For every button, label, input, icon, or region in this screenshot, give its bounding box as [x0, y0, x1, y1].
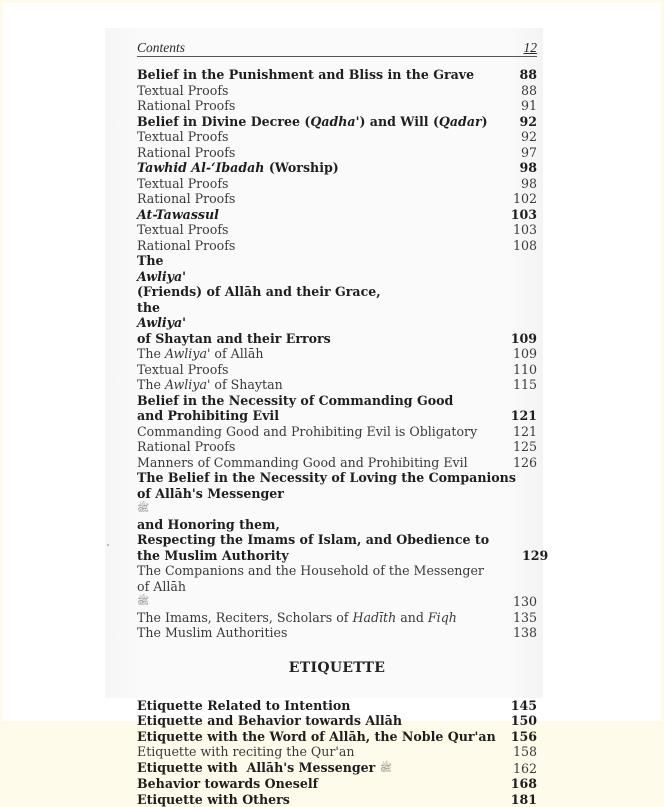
toc-entry-companions-heading[interactable] — [137, 470, 537, 563]
etiquette-entry[interactable] — [137, 760, 537, 777]
text-segment: and — [396, 610, 428, 625]
text-segment: Rational Proofs — [137, 238, 235, 253]
text-segment: The — [137, 377, 165, 392]
text-segment: Belief in Divine Decree ( — [137, 114, 310, 129]
toc-entry-title — [137, 470, 522, 563]
toc-entry-title — [137, 729, 505, 745]
toc-entry-title — [137, 776, 505, 792]
text-segment: of Allāh — [210, 346, 263, 361]
toc-entry-heading[interactable] — [137, 207, 537, 223]
toc-page-number: 156 — [505, 729, 537, 745]
toc-page-number: 129 — [522, 548, 548, 564]
toc-entry[interactable] — [137, 191, 537, 207]
text-segment: Etiquette and Behavior towards Allāh — [137, 713, 402, 728]
etiquette-entry[interactable] — [137, 744, 537, 760]
toc-page-number: 109 — [505, 331, 537, 347]
toc-entry[interactable] — [137, 439, 537, 455]
toc-page-number: 162 — [505, 761, 537, 777]
toc-entry[interactable] — [137, 83, 537, 99]
toc-page-number: 88 — [505, 67, 537, 83]
section-title-etiquette: ETIQUETTE — [137, 660, 537, 676]
toc-entry-title — [137, 145, 505, 161]
text-segment: Etiquette with reciting the Qur'an — [137, 744, 354, 759]
toc-line: The Companions and the Household of the Messenger — [137, 563, 499, 579]
toc-entry-title — [137, 393, 505, 424]
toc-entry-title — [137, 238, 505, 254]
text-segment: ) — [482, 114, 488, 129]
toc-entry-heading[interactable] — [137, 67, 537, 83]
toc-entry[interactable] — [137, 129, 537, 145]
toc-page-number: 98 — [505, 176, 537, 192]
salutation-seal-icon: ﷺ — [137, 594, 499, 610]
etiquette-entry[interactable] — [137, 776, 537, 792]
toc-line: The Belief in the Necessity of Loving the Companions — [137, 470, 516, 486]
italic-term: Awliya' — [137, 315, 186, 330]
toc-page-number: 91 — [505, 98, 537, 114]
toc-list — [137, 67, 537, 807]
toc-page-number: 168 — [505, 776, 537, 792]
text-segment: The — [137, 253, 499, 269]
toc-page-number: 109 — [505, 346, 537, 362]
toc-line — [137, 300, 499, 347]
toc-entry-title — [137, 713, 505, 729]
toc-entry-title — [137, 346, 505, 362]
text-segment: the — [137, 300, 499, 316]
toc-page-number: 150 — [505, 713, 537, 729]
toc-page-number: 130 — [505, 594, 537, 610]
toc-page-number: 145 — [505, 698, 537, 714]
toc-entry[interactable] — [137, 424, 537, 440]
toc-entry-title — [137, 760, 505, 777]
etiquette-entry[interactable] — [137, 729, 537, 745]
text-segment: Etiquette Related to Intention — [137, 698, 350, 713]
italic-term: Awliya' — [165, 377, 210, 392]
toc-page-number: 125 — [505, 439, 537, 455]
text-segment: Behavior towards Oneself — [137, 776, 318, 791]
toc-entry-title — [137, 563, 505, 610]
toc-page-number: 92 — [505, 114, 537, 130]
toc-page-number: 121 — [505, 424, 537, 440]
toc-entry-title — [137, 377, 505, 393]
toc-page-number: 181 — [505, 792, 537, 807]
text-segment: (Friends) of Allāh and their Grace, — [137, 284, 499, 300]
toc-entry-title — [137, 253, 505, 346]
italic-term: Hadīth — [352, 610, 396, 625]
etiquette-entry[interactable] — [137, 713, 537, 729]
toc-page-number: 138 — [505, 625, 537, 641]
toc-page-number: 115 — [505, 377, 537, 393]
text-segment: Etiquette with Allāh's Messenger — [137, 760, 375, 775]
toc-entry[interactable] — [137, 455, 537, 471]
toc-entry-title — [137, 744, 505, 760]
toc-entry-commanding-heading[interactable] — [137, 393, 537, 424]
etiquette-entries-group — [137, 698, 537, 807]
toc-line — [137, 253, 499, 300]
etiquette-entry[interactable] — [137, 698, 537, 714]
toc-line: Respecting the Imams of Islam, and Obedience to — [137, 532, 516, 548]
toc-page-number: 158 — [505, 744, 537, 760]
toc-entry-heading[interactable] — [137, 160, 537, 176]
toc-line — [137, 579, 499, 610]
text-segment: Belief in the Punishment and Bliss in the Grave — [137, 67, 474, 82]
toc-line: and Prohibiting Evil — [137, 408, 499, 424]
toc-entry-heading[interactable] — [137, 114, 537, 130]
toc-entry-title — [137, 698, 505, 714]
toc-line: Belief in the Necessity of Commanding Good — [137, 393, 499, 409]
text-segment: Textual Proofs — [137, 129, 228, 144]
toc-entry-title — [137, 362, 505, 378]
text-segment: The — [137, 346, 165, 361]
toc-page-number: 88 — [505, 83, 537, 99]
text-segment: Rational Proofs — [137, 191, 235, 206]
toc-entry[interactable] — [137, 222, 537, 238]
italic-term: Awliya' — [165, 346, 210, 361]
toc-page-number: 98 — [505, 160, 537, 176]
italic-term: Qadha' — [310, 114, 359, 129]
text-segment: Textual Proofs — [137, 83, 228, 98]
toc-entry-title — [137, 160, 505, 176]
contents-page — [137, 40, 537, 807]
text-segment: of Shaytan and their Errors — [137, 331, 499, 347]
italic-term: Qadar — [439, 114, 482, 129]
toc-entry[interactable] — [137, 563, 537, 610]
italic-term: At-Tawassul — [137, 207, 219, 222]
toc-entry-title — [137, 83, 505, 99]
running-head-title: Contents — [137, 40, 185, 56]
text-segment: The Imams, Reciters, Scholars of — [137, 610, 352, 625]
toc-entries-group — [137, 67, 537, 253]
italic-term: Fiqh — [428, 610, 457, 625]
text-segment: Textual Proofs — [137, 362, 228, 377]
italic-term: Awliya' — [137, 269, 186, 284]
text-segment: Rational Proofs — [137, 145, 235, 160]
toc-page-number: 102 — [505, 191, 537, 207]
salutation-seal-icon: ﷺ — [137, 501, 516, 517]
toc-page-number: 108 — [505, 238, 537, 254]
toc-entry-title: Commanding Good and Prohibiting Evil is Obligatory — [137, 424, 505, 440]
toc-entry[interactable] — [137, 377, 537, 393]
text-segment: Rational Proofs — [137, 98, 235, 113]
toc-page-number: 92 — [505, 129, 537, 145]
toc-line: the Muslim Authority — [137, 548, 516, 564]
text-segment: Textual Proofs — [137, 222, 228, 237]
toc-page-number: 103 — [505, 222, 537, 238]
toc-entry-title — [137, 114, 505, 130]
italic-term: Tawhid Al-‘Ibadah — [137, 160, 264, 175]
toc-entry-title — [137, 222, 505, 238]
toc-entry-title — [137, 176, 505, 192]
toc-entry-title — [137, 67, 505, 83]
text-segment: (Worship) — [264, 160, 338, 175]
toc-entry[interactable] — [137, 238, 537, 254]
toc-page-number: 135 — [505, 610, 537, 626]
toc-entry-title — [137, 792, 505, 807]
toc-entry-awliya-heading[interactable] — [137, 253, 537, 346]
toc-entry[interactable] — [137, 98, 537, 114]
running-head — [137, 40, 537, 57]
scan-speck — [107, 544, 109, 546]
toc-page-number: 103 — [505, 207, 537, 223]
text-segment: of Shaytan — [210, 377, 282, 392]
toc-page-number: 97 — [505, 145, 537, 161]
text-segment: of Allāh — [137, 579, 499, 595]
text-segment: Etiquette with Others — [137, 792, 290, 807]
toc-entry-title — [137, 129, 505, 145]
toc-entry-title: Rational Proofs — [137, 439, 505, 455]
salutation-seal-icon: ﷺ — [380, 761, 392, 777]
toc-entry-title — [137, 610, 505, 626]
toc-entry[interactable] — [137, 610, 537, 626]
text-segment: Textual Proofs — [137, 176, 228, 191]
toc-line — [137, 486, 516, 533]
toc-page-number: 126 — [505, 455, 537, 471]
running-head-page-number: 12 — [524, 40, 538, 56]
text-segment: Etiquette with the Word of Allāh, the Noble Qur'an — [137, 729, 496, 744]
toc-entry-title: Manners of Commanding Good and Prohibiting Evil — [137, 455, 505, 471]
toc-entry[interactable] — [137, 176, 537, 192]
text-segment: and Honoring them, — [137, 517, 516, 533]
toc-entry[interactable] — [137, 145, 537, 161]
toc-entry-title — [137, 207, 505, 223]
toc-entry[interactable] — [137, 625, 537, 641]
toc-entry-title — [137, 191, 505, 207]
toc-entry-title: The Muslim Authorities — [137, 625, 505, 641]
toc-entry[interactable] — [137, 362, 537, 378]
toc-entry-title — [137, 98, 505, 114]
toc-entry[interactable] — [137, 346, 537, 362]
toc-page-number: 110 — [505, 362, 537, 378]
text-segment: of Allāh's Messenger — [137, 486, 516, 502]
text-segment: ) and Will ( — [359, 114, 438, 129]
toc-page-number: 121 — [505, 408, 537, 424]
etiquette-entry[interactable] — [137, 792, 537, 807]
